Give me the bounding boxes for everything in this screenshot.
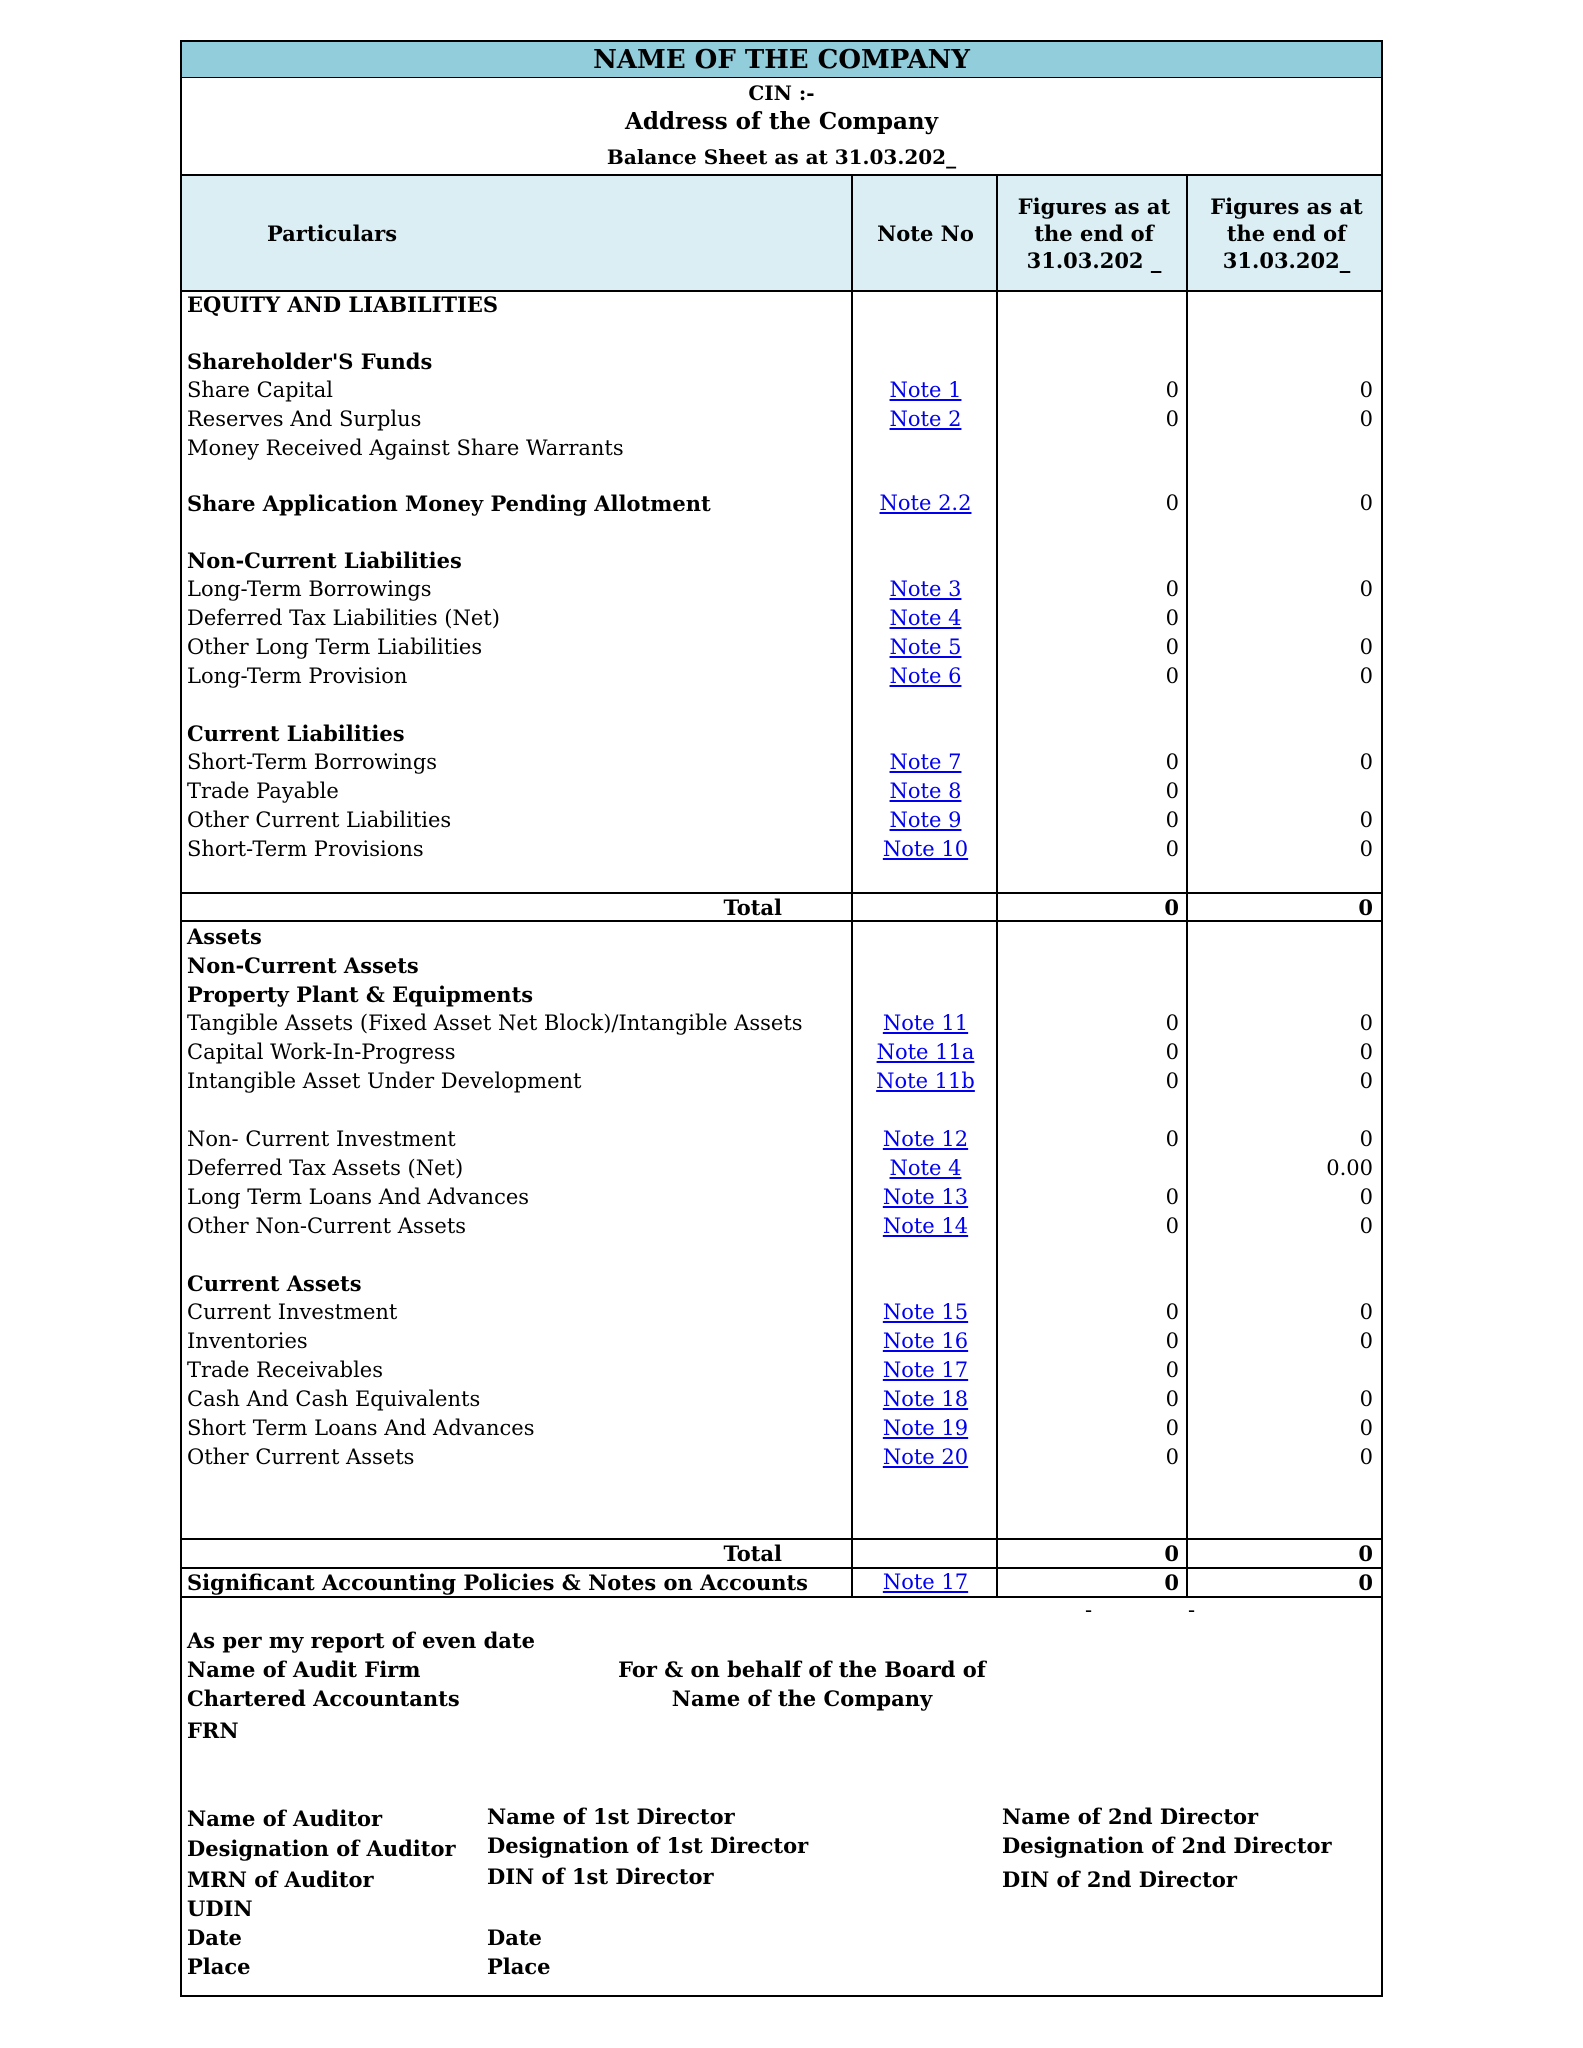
row-particular: Share Capital bbox=[187, 378, 333, 402]
row-particular: Intangible Asset Under Development bbox=[187, 1069, 582, 1093]
row-particular: Current Investment bbox=[187, 1300, 398, 1324]
row-current-value: 0 bbox=[1165, 837, 1179, 861]
row-particular: EQUITY AND LIABILITIES bbox=[187, 292, 499, 317]
row-particular: Money Received Against Share Warrants bbox=[187, 436, 624, 460]
row-current-value: 0 bbox=[1165, 1358, 1179, 1382]
col-note-no: Note No bbox=[877, 220, 974, 246]
row-previous-value: 0 bbox=[1359, 491, 1373, 515]
row-note-cell bbox=[853, 405, 998, 434]
row-previous-value: 0 bbox=[1359, 664, 1373, 688]
row-particular: Non- Current Investment bbox=[187, 1127, 456, 1151]
row-particular: Trade Payable bbox=[187, 779, 339, 803]
table-row bbox=[182, 1125, 1381, 1154]
row-particular: Total bbox=[723, 895, 782, 920]
auditor-line: Place bbox=[187, 1954, 251, 1979]
table-row bbox=[182, 719, 1381, 748]
table-row bbox=[182, 1212, 1381, 1241]
row-current-value: 0 bbox=[1165, 808, 1179, 832]
row-current-value: 0 bbox=[1165, 1069, 1179, 1093]
table-row bbox=[182, 575, 1381, 604]
table-row bbox=[182, 1269, 1381, 1298]
row-particular: Property Plant & Equipments bbox=[187, 982, 534, 1007]
director1-line: DIN of 1st Director bbox=[487, 1864, 714, 1889]
table-row bbox=[182, 1443, 1381, 1472]
director2-line: Designation of 2nd Director bbox=[1002, 1833, 1332, 1858]
row-particular: Reserves And Surplus bbox=[187, 407, 422, 431]
chartered-accountants: Chartered Accountants bbox=[187, 1686, 460, 1711]
row-current-value: 0 bbox=[1165, 1185, 1179, 1209]
row-particular: Share Application Money Pending Allotment bbox=[187, 491, 711, 516]
note-link[interactable]: Note 6 bbox=[889, 664, 962, 688]
note-link[interactable]: Note 17 bbox=[882, 1358, 969, 1382]
note-link[interactable]: Note 2 bbox=[889, 407, 962, 431]
note-link[interactable]: Note 16 bbox=[882, 1329, 969, 1353]
director1-line: Place bbox=[487, 1954, 551, 1979]
table-row bbox=[182, 1154, 1381, 1183]
row-particular: Inventories bbox=[187, 1329, 308, 1353]
row-previous-value: 0 bbox=[1359, 1329, 1373, 1353]
row-previous-value: 0 bbox=[1359, 750, 1373, 774]
row-note-cell bbox=[853, 1125, 998, 1154]
row-previous-value: 0 bbox=[1359, 837, 1373, 861]
audit-firm: Name of Audit Firm bbox=[187, 1657, 421, 1682]
row-current-value: 0 bbox=[1165, 1300, 1179, 1324]
row-current-value: 0 bbox=[1165, 1416, 1179, 1440]
row-current-value: 0 bbox=[1165, 407, 1179, 431]
note-link[interactable]: Note 9 bbox=[889, 808, 962, 832]
note-link[interactable]: Note 2.2 bbox=[879, 491, 972, 515]
row-current-value: 0 bbox=[1165, 1387, 1179, 1411]
note-link[interactable]: Note 18 bbox=[882, 1387, 969, 1411]
director1-line: Designation of 1st Director bbox=[487, 1833, 809, 1858]
row-current-value: 0 bbox=[1165, 779, 1179, 803]
row-particular: Other Current Liabilities bbox=[187, 808, 452, 832]
row-current-value: 0 bbox=[1165, 664, 1179, 688]
row-current-value: 0 bbox=[1165, 1445, 1179, 1469]
row-particular: Current Liabilities bbox=[187, 721, 405, 746]
note-link[interactable]: Note 5 bbox=[889, 635, 962, 659]
row-particular: Long Term Loans And Advances bbox=[187, 1185, 530, 1209]
row-particular: Long-Term Provision bbox=[187, 664, 408, 688]
table-header bbox=[182, 174, 1381, 292]
row-note-cell bbox=[853, 376, 998, 405]
row-particular: Other Non-Current Assets bbox=[187, 1214, 467, 1238]
row-note-cell bbox=[853, 748, 998, 777]
row-note-cell bbox=[853, 777, 998, 806]
table-row bbox=[182, 604, 1381, 633]
balance-sheet bbox=[180, 40, 1383, 1997]
row-particular: Tangible Assets (Fixed Asset Net Block)/Intangible Assets bbox=[187, 1011, 803, 1035]
row-previous-value: 0 bbox=[1359, 1185, 1373, 1209]
dash-current: - bbox=[1085, 1598, 1093, 1622]
note-link[interactable]: Note 15 bbox=[882, 1300, 969, 1324]
table-row bbox=[182, 434, 1381, 463]
row-current-value: 0 bbox=[1165, 491, 1179, 515]
row-particular: Short-Term Provisions bbox=[187, 837, 424, 861]
note-link[interactable]: Note 8 bbox=[889, 779, 962, 803]
row-particular: Trade Receivables bbox=[187, 1358, 384, 1382]
row-current-value: 0 bbox=[1165, 577, 1179, 601]
row-current-value: 0 bbox=[1165, 750, 1179, 774]
company-name: NAME OF THE COMPANY bbox=[182, 42, 1381, 78]
table-row bbox=[182, 546, 1381, 575]
row-note-cell bbox=[853, 835, 998, 864]
row-previous-value: 0 bbox=[1359, 1040, 1373, 1064]
table-row bbox=[182, 489, 1381, 518]
row-current-value: 0 bbox=[1164, 1541, 1179, 1566]
row-note-cell bbox=[853, 1356, 998, 1385]
frn-label: FRN bbox=[187, 1718, 239, 1743]
table-row bbox=[182, 893, 1381, 922]
row-note-cell bbox=[853, 1443, 998, 1472]
table-row bbox=[182, 806, 1381, 835]
note-link[interactable]: Note 14 bbox=[882, 1214, 969, 1238]
table-row bbox=[182, 290, 1381, 319]
note-link[interactable]: Note 1 bbox=[889, 378, 962, 402]
row-previous-value: 0 bbox=[1359, 1069, 1373, 1093]
row-particular: Assets bbox=[187, 924, 262, 949]
table-row bbox=[182, 1327, 1381, 1356]
row-note-cell bbox=[853, 489, 998, 518]
row-note-cell bbox=[853, 1327, 998, 1356]
table-row bbox=[182, 1568, 1381, 1597]
row-particular: Deferred Tax Assets (Net) bbox=[187, 1156, 464, 1180]
auditor-line: Designation of Auditor bbox=[187, 1836, 456, 1861]
note-link[interactable]: Note 13 bbox=[882, 1185, 969, 1209]
row-current-value: 0 bbox=[1164, 1570, 1179, 1595]
row-note-cell bbox=[853, 1298, 998, 1327]
col-particulars: Particulars bbox=[266, 220, 398, 246]
row-previous-value: 0 bbox=[1359, 635, 1373, 659]
note-link[interactable]: Note 20 bbox=[882, 1445, 969, 1469]
auditor-line: Name of Auditor bbox=[187, 1806, 383, 1831]
note-link[interactable]: Note 10 bbox=[882, 837, 969, 861]
table-row bbox=[182, 951, 1381, 980]
note-link[interactable]: Note 19 bbox=[882, 1416, 969, 1440]
row-note-cell bbox=[853, 633, 998, 662]
row-previous-value: 0 bbox=[1359, 1011, 1373, 1035]
table-row bbox=[182, 748, 1381, 777]
row-note-cell bbox=[853, 662, 998, 691]
row-particular: Significant Accounting Policies & Notes on Accounts bbox=[187, 1570, 808, 1595]
director2-line: Name of 2nd Director bbox=[1002, 1804, 1259, 1829]
row-current-value: 0 bbox=[1165, 378, 1179, 402]
table-row bbox=[182, 1009, 1381, 1038]
row-previous-value: 0 bbox=[1358, 1570, 1373, 1595]
row-previous-value: 0 bbox=[1359, 577, 1373, 601]
table-row bbox=[182, 1298, 1381, 1327]
table-row bbox=[182, 922, 1381, 951]
table-row bbox=[182, 1038, 1381, 1067]
note-link[interactable]: Note 12 bbox=[882, 1127, 969, 1151]
company-address: Address of the Company bbox=[625, 108, 938, 135]
table-row bbox=[182, 1539, 1381, 1568]
row-previous-value: 0 bbox=[1359, 1416, 1373, 1440]
row-current-value: 0 bbox=[1165, 1011, 1179, 1035]
row-particular: Cash And Cash Equivalents bbox=[187, 1387, 481, 1411]
table-row bbox=[182, 980, 1381, 1009]
row-note-cell bbox=[853, 604, 998, 633]
table-row bbox=[182, 376, 1381, 405]
row-particular: Total bbox=[723, 1541, 782, 1566]
row-particular: Non-Current Assets bbox=[187, 953, 419, 978]
row-particular: Short-Term Borrowings bbox=[187, 750, 438, 774]
row-note-cell bbox=[853, 1183, 998, 1212]
auditor-line: MRN of Auditor bbox=[187, 1867, 374, 1892]
row-current-value: 0 bbox=[1165, 635, 1179, 659]
note-link[interactable]: Note 17 bbox=[882, 1570, 969, 1594]
row-previous-value: 0 bbox=[1359, 808, 1373, 832]
auditor-line: UDIN bbox=[187, 1896, 253, 1921]
row-current-value: 0 bbox=[1165, 1329, 1179, 1353]
table-row bbox=[182, 633, 1381, 662]
row-note-cell bbox=[853, 1568, 998, 1597]
board-line-2: Name of the Company bbox=[671, 1686, 933, 1711]
table-row bbox=[182, 1414, 1381, 1443]
report-line: As per my report of even date bbox=[187, 1628, 535, 1653]
row-note-cell bbox=[853, 1385, 998, 1414]
row-particular: Deferred Tax Liabilities (Net) bbox=[187, 606, 500, 630]
row-note-cell bbox=[853, 575, 998, 604]
director2-line: DIN of 2nd Director bbox=[1002, 1867, 1237, 1892]
row-previous-value: 0 bbox=[1359, 378, 1373, 402]
note-link[interactable]: Note 4 bbox=[889, 606, 962, 630]
row-previous-value: 0 bbox=[1358, 895, 1373, 920]
col-current-figures: Figures as at the end of 31.03.202 _ bbox=[1017, 193, 1171, 273]
note-link[interactable]: Note 11 bbox=[882, 1011, 969, 1035]
row-note-cell bbox=[853, 1067, 998, 1096]
table-row bbox=[182, 835, 1381, 864]
row-previous-value: 0.00 bbox=[1326, 1156, 1373, 1180]
row-note-cell bbox=[853, 806, 998, 835]
row-note-cell bbox=[853, 1009, 998, 1038]
table-row bbox=[182, 662, 1381, 691]
note-link[interactable]: Note 3 bbox=[889, 577, 962, 601]
row-particular: Non-Current Liabilities bbox=[187, 548, 462, 573]
table-row bbox=[182, 1385, 1381, 1414]
table-row bbox=[182, 347, 1381, 376]
row-note-cell bbox=[853, 1154, 998, 1183]
row-current-value: 0 bbox=[1165, 1214, 1179, 1238]
director1-line: Date bbox=[487, 1925, 542, 1950]
row-particular: Other Long Term Liabilities bbox=[187, 635, 483, 659]
row-previous-value: 0 bbox=[1359, 1387, 1373, 1411]
row-previous-value: 0 bbox=[1359, 1300, 1373, 1324]
col-previous-figures: Figures as at the end of 31.03.202_ bbox=[1210, 193, 1363, 273]
note-link[interactable]: Note 11b bbox=[876, 1069, 975, 1093]
auditor-line: Date bbox=[187, 1925, 242, 1950]
row-particular: Short Term Loans And Advances bbox=[187, 1416, 535, 1440]
row-previous-value: 0 bbox=[1359, 1445, 1373, 1469]
row-note-cell bbox=[853, 1414, 998, 1443]
row-note-cell bbox=[853, 1038, 998, 1067]
row-current-value: 0 bbox=[1165, 1040, 1179, 1064]
note-link[interactable]: Note 7 bbox=[889, 750, 962, 774]
table-row bbox=[182, 1356, 1381, 1385]
row-previous-value: 0 bbox=[1359, 407, 1373, 431]
row-note-cell bbox=[853, 1212, 998, 1241]
row-previous-value: 0 bbox=[1358, 1541, 1373, 1566]
row-previous-value: 0 bbox=[1359, 1127, 1373, 1151]
table-row bbox=[182, 1183, 1381, 1212]
dash-previous: - bbox=[1188, 1598, 1196, 1622]
row-current-value: 0 bbox=[1164, 895, 1179, 920]
note-link[interactable]: Note 11a bbox=[876, 1040, 975, 1064]
director1-line: Name of 1st Director bbox=[487, 1804, 735, 1829]
row-current-value: 0 bbox=[1165, 1127, 1179, 1151]
row-particular: Capital Work-In-Progress bbox=[187, 1040, 456, 1064]
row-previous-value: 0 bbox=[1359, 1214, 1373, 1238]
row-current-value: 0 bbox=[1165, 606, 1179, 630]
table-row bbox=[182, 1067, 1381, 1096]
row-particular: Current Assets bbox=[187, 1271, 362, 1296]
balance-sheet-title: Balance Sheet as at 31.03.202_ bbox=[606, 145, 957, 169]
table-row bbox=[182, 777, 1381, 806]
board-line-1: For & on behalf of the Board of bbox=[618, 1657, 986, 1682]
table-row bbox=[182, 405, 1381, 434]
note-link[interactable]: Note 4 bbox=[889, 1156, 962, 1180]
row-particular: Other Current Assets bbox=[187, 1445, 415, 1469]
cin-label: CIN :- bbox=[748, 81, 815, 105]
row-particular: Long-Term Borrowings bbox=[187, 577, 432, 601]
row-particular: Shareholder'S Funds bbox=[187, 349, 433, 374]
